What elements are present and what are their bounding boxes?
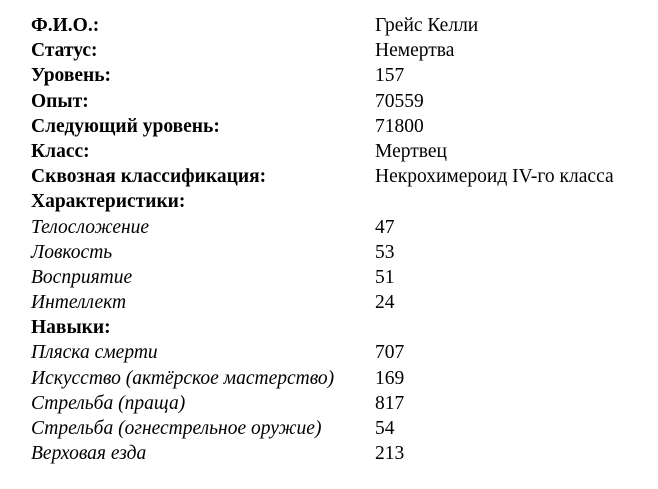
field-value: 157 (375, 65, 405, 87)
characteristic-label: Интеллект (31, 292, 127, 314)
skill-row (0, 366, 658, 391)
characteristic-label: Ловкость (31, 241, 113, 263)
characteristic-value: 24 (375, 292, 395, 314)
field-row-level (0, 63, 658, 88)
characteristic-row (0, 240, 658, 265)
character-sheet (0, 13, 658, 466)
skill-label: Искусство (актёрское мастерство) (31, 367, 335, 389)
field-row-next-level (0, 114, 658, 139)
skill-value: 817 (375, 392, 405, 414)
skill-label: Стрельба (праща) (31, 392, 186, 414)
characteristic-label: Восприятие (31, 266, 133, 288)
field-label: Уровень: (31, 65, 112, 87)
characteristic-value: 51 (375, 266, 395, 288)
characteristics-heading-row (0, 189, 658, 214)
field-label: Ф.И.О.: (31, 15, 100, 36)
field-value: Грейс Келли (375, 15, 479, 36)
skill-value: 213 (375, 443, 405, 465)
skill-value: 707 (375, 342, 405, 364)
characteristic-row (0, 290, 658, 315)
field-row-status (0, 38, 658, 63)
characteristic-row (0, 265, 658, 290)
field-label: Статус: (31, 40, 98, 62)
field-label: Опыт: (31, 90, 89, 112)
characteristic-value: 53 (375, 241, 395, 263)
skill-row (0, 416, 658, 441)
skill-row (0, 340, 658, 365)
field-row-classification (0, 164, 658, 189)
characteristic-value: 47 (375, 216, 395, 238)
skill-label: Верховая езда (31, 443, 147, 465)
field-value: Мертвец (375, 140, 447, 162)
skill-value: 54 (375, 418, 395, 439)
field-value: Немертва (375, 40, 455, 62)
field-label: Сквозная классификация: (31, 166, 267, 188)
field-row-experience (0, 89, 658, 114)
field-label: Следующий уровень: (31, 115, 220, 137)
field-row-class (0, 139, 658, 164)
skill-row (0, 441, 658, 466)
skill-label: Стрельба (огнестрельное оружие) (31, 418, 322, 439)
characteristics-heading: Характеристики: (31, 191, 186, 213)
characteristic-label: Телосложение (31, 216, 150, 238)
field-value: 70559 (375, 90, 424, 112)
field-row-name (0, 13, 658, 38)
skill-label: Пляска смерти (31, 342, 158, 364)
field-value: Некрохимероид IV-го класса (375, 166, 614, 188)
skill-value: 169 (375, 367, 405, 389)
field-value: 71800 (375, 115, 424, 137)
characteristic-row (0, 215, 658, 240)
skill-row (0, 391, 658, 416)
skills-heading: Навыки: (31, 317, 111, 339)
field-label: Класс: (31, 140, 90, 162)
skills-heading-row (0, 315, 658, 340)
